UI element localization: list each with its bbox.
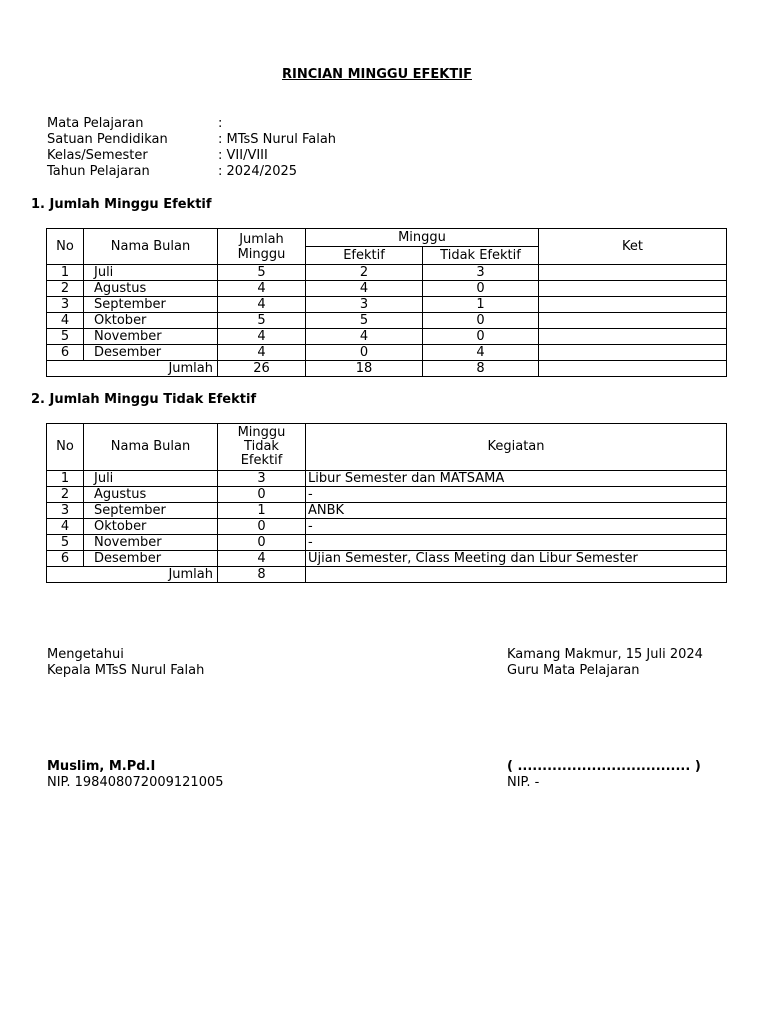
- cell-no: 2: [47, 281, 84, 297]
- cell-no: 4: [47, 519, 84, 535]
- cell-bulan: Juli: [84, 471, 218, 487]
- cell-bulan: Desember: [84, 345, 218, 361]
- cell-tidak-efektif: 4: [423, 345, 539, 361]
- header-minggu: Minggu: [306, 229, 539, 247]
- header-no: No: [47, 229, 84, 265]
- cell-no: 1: [47, 265, 84, 281]
- cell-jumlah: 5: [218, 313, 306, 329]
- signature-right-nip: NIP. -: [507, 775, 540, 790]
- signature-right-name: ( ................................... ): [507, 759, 701, 774]
- total-efektif: 18: [306, 361, 423, 377]
- header-ket: Ket: [539, 229, 727, 265]
- table-row: [47, 487, 727, 503]
- table-minggu-tidak-efektif: [46, 423, 727, 583]
- cell-bulan: Agustus: [84, 281, 218, 297]
- cell-efektif: 4: [306, 329, 423, 345]
- table-row: [47, 471, 727, 487]
- section-title-minggu-tidak-efektif: 2. Jumlah Minggu Tidak Efektif: [31, 392, 257, 407]
- cell-kegiatan: -: [306, 487, 727, 503]
- table-row: [47, 297, 727, 313]
- cell-tidak-efektif: 0: [423, 281, 539, 297]
- signature-right-line1: Kamang Makmur, 15 Juli 2024: [507, 647, 703, 662]
- cell-efektif: 4: [306, 281, 423, 297]
- header-jumlah-minggu: Jumlah Minggu: [218, 229, 306, 265]
- total-ket: [539, 361, 727, 377]
- total-minggu: 8: [218, 567, 306, 583]
- header-minggu-line1: Minggu: [237, 425, 286, 440]
- cell-bulan: Desember: [84, 551, 218, 567]
- cell-no: 3: [47, 297, 84, 313]
- info-label-tahun-pelajaran: Tahun Pelajaran: [47, 164, 150, 179]
- signature-right-line2: Guru Mata Pelajaran: [507, 663, 640, 678]
- cell-efektif: 3: [306, 297, 423, 313]
- cell-kegiatan: ANBK: [306, 503, 727, 519]
- signature-left-nip: NIP. 198408072009121005: [47, 775, 224, 790]
- table-row: [47, 329, 727, 345]
- cell-efektif: 0: [306, 345, 423, 361]
- cell-no: 2: [47, 487, 84, 503]
- cell-minggu: 3: [218, 471, 306, 487]
- cell-jumlah: 4: [218, 345, 306, 361]
- table-row: [47, 345, 727, 361]
- section-title-minggu-efektif: 1. Jumlah Minggu Efektif: [31, 197, 212, 212]
- total-row: [47, 361, 727, 377]
- cell-bulan: Juli: [84, 265, 218, 281]
- document-title: RINCIAN MINGGU EFEKTIF: [282, 67, 472, 82]
- cell-ket: [539, 297, 727, 313]
- cell-tidak-efektif: 0: [423, 329, 539, 345]
- cell-no: 5: [47, 535, 84, 551]
- cell-no: 6: [47, 345, 84, 361]
- cell-kegiatan: Libur Semester dan MATSAMA: [306, 471, 727, 487]
- info-label-mata-pelajaran: Mata Pelajaran: [47, 116, 144, 131]
- cell-jumlah: 4: [218, 281, 306, 297]
- cell-minggu: 1: [218, 503, 306, 519]
- cell-minggu: 0: [218, 519, 306, 535]
- cell-minggu: 0: [218, 487, 306, 503]
- signature-left-line2: Kepala MTsS Nurul Falah: [47, 663, 205, 678]
- cell-efektif: 2: [306, 265, 423, 281]
- total-kegiatan: [306, 567, 727, 583]
- cell-tidak-efektif: 3: [423, 265, 539, 281]
- info-label-satuan-pendidikan: Satuan Pendidikan: [47, 132, 168, 147]
- cell-bulan: Oktober: [84, 313, 218, 329]
- cell-bulan: September: [84, 503, 218, 519]
- cell-no: 5: [47, 329, 84, 345]
- header-no: No: [47, 424, 84, 471]
- table-row: [47, 503, 727, 519]
- cell-bulan: November: [84, 535, 218, 551]
- cell-kegiatan: Ujian Semester, Class Meeting dan Libur Semester: [306, 551, 727, 567]
- cell-jumlah: 4: [218, 329, 306, 345]
- cell-bulan: November: [84, 329, 218, 345]
- table-row: [47, 519, 727, 535]
- cell-ket: [539, 313, 727, 329]
- cell-minggu: 0: [218, 535, 306, 551]
- info-value-satuan-pendidikan: : MTsS Nurul Falah: [218, 132, 337, 147]
- cell-ket: [539, 345, 727, 361]
- cell-no: 1: [47, 471, 84, 487]
- cell-kegiatan: -: [306, 519, 727, 535]
- header-minggu-tidak-efektif: [218, 424, 306, 471]
- header-efektif: Efektif: [306, 247, 423, 265]
- cell-ket: [539, 281, 727, 297]
- cell-tidak-efektif: 0: [423, 313, 539, 329]
- info-value-kelas-semester: : VII/VIII: [218, 148, 268, 163]
- cell-jumlah: 4: [218, 297, 306, 313]
- table-row: [47, 265, 727, 281]
- cell-ket: [539, 265, 727, 281]
- header-tidak-efektif: Tidak Efektif: [423, 247, 539, 265]
- table-row: [47, 281, 727, 297]
- total-tidak-efektif: 8: [423, 361, 539, 377]
- cell-no: 4: [47, 313, 84, 329]
- table-row: [47, 535, 727, 551]
- header-minggu-line2: Tidak: [244, 439, 279, 454]
- cell-jumlah: 5: [218, 265, 306, 281]
- total-label: Jumlah: [47, 567, 218, 583]
- total-row: [47, 567, 727, 583]
- cell-no: 3: [47, 503, 84, 519]
- cell-bulan: Agustus: [84, 487, 218, 503]
- table-minggu-efektif: [46, 228, 727, 377]
- info-label-kelas-semester: Kelas/Semester: [47, 148, 148, 163]
- cell-kegiatan: -: [306, 535, 727, 551]
- cell-bulan: September: [84, 297, 218, 313]
- signature-left-line1: Mengetahui: [47, 647, 124, 662]
- table-row: [47, 551, 727, 567]
- cell-bulan: Oktober: [84, 519, 218, 535]
- total-label: Jumlah: [47, 361, 218, 377]
- header-nama-bulan: Nama Bulan: [84, 229, 218, 265]
- cell-efektif: 5: [306, 313, 423, 329]
- cell-no: 6: [47, 551, 84, 567]
- cell-tidak-efektif: 1: [423, 297, 539, 313]
- header-kegiatan: Kegiatan: [306, 424, 727, 471]
- total-jumlah: 26: [218, 361, 306, 377]
- cell-minggu: 4: [218, 551, 306, 567]
- header-nama-bulan: Nama Bulan: [84, 424, 218, 471]
- table-row: [47, 313, 727, 329]
- signature-left-name: Muslim, M.Pd.I: [47, 759, 156, 774]
- info-value-mata-pelajaran: :: [218, 116, 223, 131]
- header-minggu-line3: Efektif: [240, 453, 283, 468]
- info-value-tahun-pelajaran: : 2024/2025: [218, 164, 298, 179]
- cell-ket: [539, 329, 727, 345]
